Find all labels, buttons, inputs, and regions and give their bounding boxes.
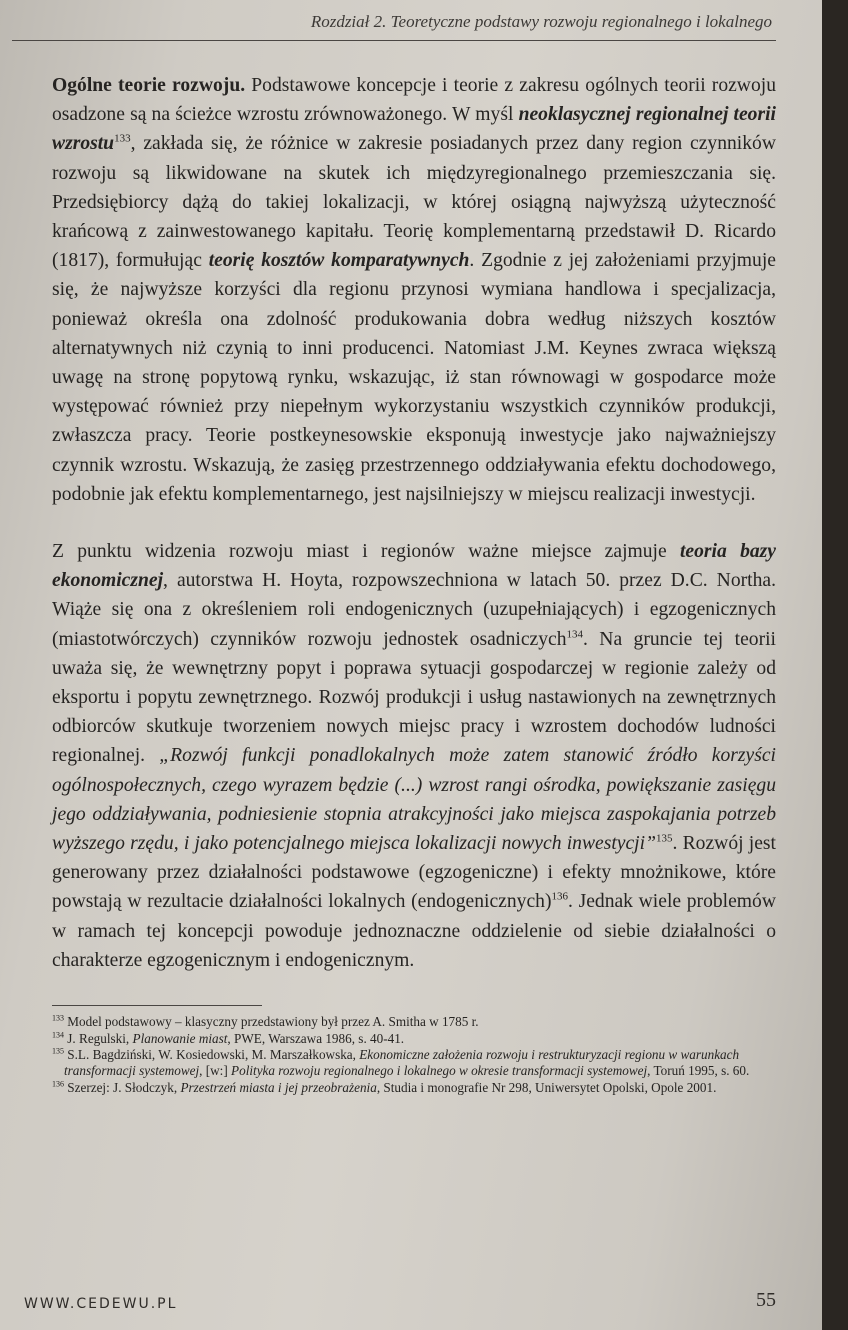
footnote-136	[52, 1080, 776, 1096]
paragraph-economic-base	[52, 537, 776, 975]
footnote-text: , PWE, Warszawa 1986, s. 40-41.	[227, 1030, 405, 1046]
paragraph-general-theories	[52, 71, 776, 509]
footnote-number: 134	[52, 1030, 64, 1040]
footnote-number: 135	[52, 1046, 64, 1056]
footnote-text: S.L. Bagdziński, W. Kosiedowski, M. Marszałkowska,	[67, 1046, 360, 1062]
header-rule	[12, 40, 776, 41]
footnote-text: Model podstawowy – klasyczny przedstawiony był przez A. Smitha w 1785 r.	[67, 1014, 479, 1030]
footnote-title: Polityka rozwoju regionalnego i lokalnego w okresie transformacji systemowej	[231, 1063, 648, 1079]
footnote-text: , Toruń 1995, s. 60.	[647, 1063, 750, 1079]
footnote-133	[52, 1014, 776, 1030]
text-span: . Zgodnie z jej założeniami przyjmuje się, że najwyższe korzyści dla regionu przynosi wymiana handlowa i specjalizacja, ponieważ określa ona zdolność produkowania dobra według niższych kosztów alternatywnych niż czynią to inni producenci. Natomiast J.M. Keynes zwraca większą uwagę na stronę popytową rynku, wskazując, iż stan równowagi w gospodarce może występować również przy niepełnym wykorzystaniu wszystkich czynników produkcji, zwłaszcza pracy. Teorie postkeynesowskie eksponują inwestycje jako najważniejszy czynnik wzrostu. Wskazują, że zasięg przestrzennego oddziaływania efektu dochodowego, podobnie jak efektu komplementarnego, jest najsilniejszy w miejscu realizacji inwestycji.	[52, 250, 776, 505]
footnote-text: , Studia i monografie Nr 298, Uniwersytet Opolski, Opole 2001.	[376, 1079, 717, 1095]
footnote-title: Ekonomiczne założenia rozwoju i restrukturyzacji regionu w warunkach transformacji systemowej	[64, 1046, 740, 1079]
text-span: , autorstwa H. Hoyta, rozpowszechniona w latach 50. przez D.C. Northa. Wiąże się ona z określeniem roli endogenicznych (uzupełniających) i egzogenicznych (miastotwórczych) czynników rozwoju jednostek osadniczych	[52, 570, 776, 650]
text-span: , zakłada się, że różnice w zakresie posiadanych przez dany region czynników rozwoju są likwidowane na skutek ich międzyregionalnego przemieszczania się. Przedsiębiorcy dążą do takiej lokalizacji, w której osiągną najwyższą użyteczność krańcową z zainwestowanego kapitału. Teorię komplementarną przedstawił D. Ricardo (1817), formułując	[52, 133, 776, 272]
footnote-number: 133	[52, 1013, 64, 1023]
page-number: 55	[756, 1289, 776, 1311]
text-span: . Rozwój jest generowany przez działalności podstawowe (egzogeniczne) i efekty mnożnikowe, które powstają w rezultacie działalności lokalnych (endogenicznych)	[52, 833, 777, 913]
footnote-ref-134: 134	[566, 628, 584, 641]
term-economic-base: teoria bazy ekonomicznej	[52, 541, 776, 592]
footnote-rule	[52, 1005, 262, 1006]
paragraph-lead: Ogólne teorie rozwoju.	[52, 75, 246, 96]
text-span: . Jednak wiele problemów w ramach tej koncepcji powoduje jednoznaczne oddzielenie od siebie działalności o charakterze egzogenicznym i endogenicznym.	[52, 891, 776, 971]
footnotes-list	[52, 1014, 776, 1096]
text-span: Podstawowe koncepcje i teorie z zakresu ogólnych teorii rozwoju osadzone są na ścieżce wzrostu zrównoważonego. W myśl	[52, 75, 776, 126]
term-comparative-costs: teorię kosztów komparatywnych	[208, 250, 470, 272]
footnote-title: Przestrzeń miasta i jej przeobrażenia	[180, 1079, 377, 1095]
footnote-number: 136	[52, 1079, 64, 1089]
footnote-text: J. Regulski,	[67, 1030, 133, 1046]
footnote-134	[52, 1031, 776, 1047]
footnote-ref-133: 133	[114, 132, 131, 145]
text-span: . Na gruncie tej teorii uważa się, że wewnętrzny popyt i poprawa sytuacji gospodarczej w regionie zależy od eksportu i popytu zewnętrznego. Rozwój produkcji i usług nastawionych na zewnętrznych odbiorców skutkuje tworzeniem nowych miejsc pracy i wzrostem dochodów ludności regionalnej.	[52, 628, 776, 767]
footnote-ref-135: 135	[655, 832, 673, 845]
running-head: Rozdział 2. Teoretyczne podstawy rozwoju regionalnego i lokalnego	[310, 12, 772, 31]
footnote-135	[52, 1047, 776, 1080]
footnote-title: Planowanie miast	[132, 1030, 228, 1046]
footnote-text: Szerzej: J. Słodczyk,	[67, 1079, 181, 1095]
text-span: Z punktu widzenia rozwoju miast i regionów ważne miejsce zajmuje	[52, 541, 680, 563]
footnote-ref-136: 136	[551, 890, 568, 903]
footnote-text: , [w:]	[199, 1063, 232, 1079]
quotation: „Rozwój funkcji ponadlokalnych może zatem stanowić źródło korzyści ogólnospołecznych, czego wyrazem będzie (...) wzrost rangi ośrodka, powiększanie zasięgu jego oddziaływania, podniesienie stopnia atrakcyjności jako miejsca zaspokajania potrzeb wyższego rzędu, i jako potencjalnego miejsca lokalizacji nowych inwestycji”	[52, 745, 776, 855]
page-footer	[24, 1289, 776, 1312]
term-neoclassical-theory: neoklasycznej regionalnej teorii wzrostu	[52, 104, 776, 155]
publisher-website: WWW.CEDEWU.PL	[24, 1296, 178, 1312]
